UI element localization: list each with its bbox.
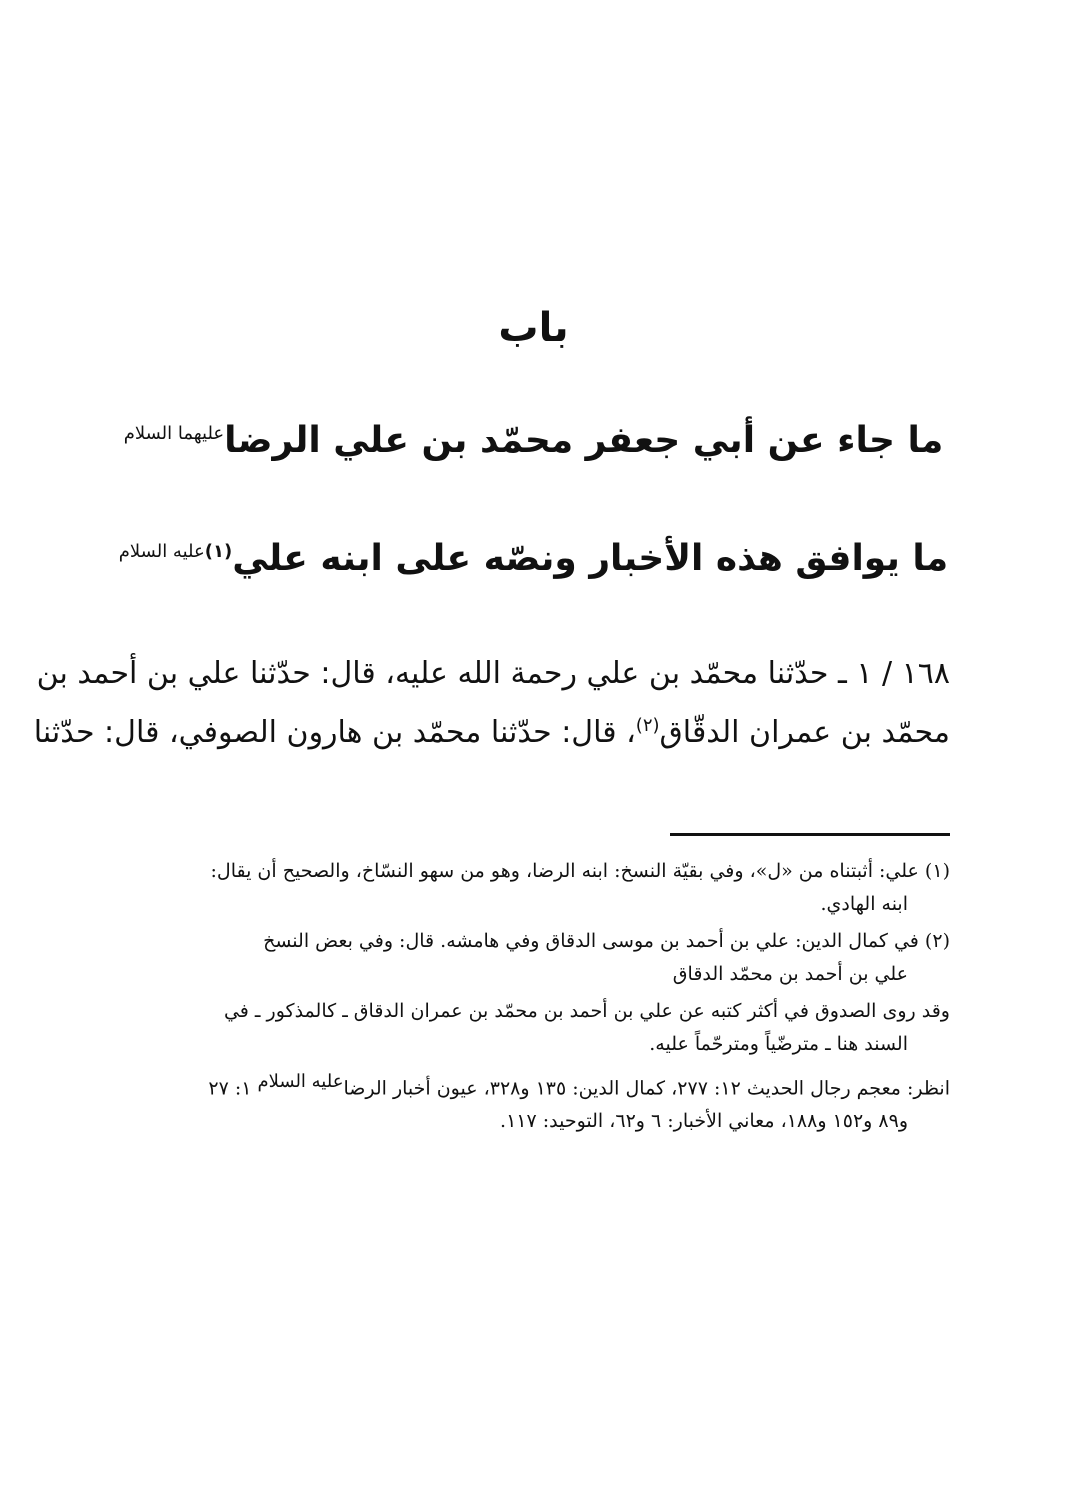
chapter-label-text: باب [498, 305, 569, 351]
chapter-title-2-text: ما يوافق هذه الأخبار ونصّه على ابنه علي [232, 538, 949, 579]
footnote-2-continuation [108, 995, 950, 1061]
footnote-1 [108, 855, 950, 921]
footnote-2-line-2: علي بن أحمد بن محمّد الدقاق [672, 963, 908, 985]
footnote-ref-1[interactable]: (١) [204, 541, 233, 562]
chapter-title-1 [0, 420, 1067, 461]
footnote-2-continuation-line-1: وقد روى الصدوق في أكثر كتبه عن علي بن أحمد بن محمّد بن عمران الدقاق ـ كالمذكور ـ في [223, 1000, 950, 1022]
footnote-references-line-2: و٨٩ و١٥٢ و١٨٨، معاني الأخبار: ٦ و٦٢، التوحيد: ١١٧. [500, 1110, 908, 1133]
footnote-2-line-1: (٢) في كمال الدين: علي بن أحمد بن موسى الدقاق وفي هامشه. قال: وفي بعض النسخ [263, 930, 950, 952]
hadith-line-2-part-2: ، قال: حدّثنا محمّد بن هارون الصوفي، قال: حدّثنا [33, 715, 636, 750]
references-line-1-start: انظر: معجم رجال الحديث ١٢: ٢٧٧، كمال الدين: ١٣٥ و٣٢٨، عيون أخبار الرضا [343, 1077, 950, 1100]
footnote-references-line-1 [108, 1065, 950, 1105]
honorific-glyph: عليهما السلام [123, 423, 225, 444]
hadith-line-1: ١٦٨ / ١ ـ حدّثنا محمّد بن علي رحمة الله عليه، قال: حدّثنا علي بن أحمد بن [36, 656, 950, 691]
footnote-1-line-2: ابنه الهادي. [820, 893, 908, 915]
chapter-label [0, 305, 1067, 351]
footnote-1-line-1: (١) علي: أثبتناه من «ل»، وفي بقيّة النسخ: ابنه الرضا، وهو من سهو النسّاخ، والصحيح أن يقال: [210, 860, 950, 882]
honorific-glyph: عليه السلام [118, 541, 205, 562]
references-line-1-end: ١: ٢٧ [208, 1077, 258, 1100]
footnotes [108, 855, 950, 1142]
hadith-text [33, 648, 950, 759]
footnote-separator [670, 833, 950, 836]
footnote-references [108, 1065, 950, 1138]
chapter-title-2 [0, 538, 1067, 579]
footnote-2-continuation-line-2: السند هنا ـ مترضّياً ومترحّماً عليه. [649, 1033, 908, 1055]
footnote-2 [108, 925, 950, 991]
honorific-glyph: عليه السلام [257, 1071, 344, 1092]
footnote-ref-2[interactable]: (٢) [635, 715, 660, 736]
hadith-line-2-part-1: محمّد بن عمران الدقّاق [659, 715, 950, 750]
chapter-title-1-text: ما جاء عن أبي جعفر محمّد بن علي الرضا [224, 420, 944, 461]
hadith-line-2 [33, 700, 950, 759]
